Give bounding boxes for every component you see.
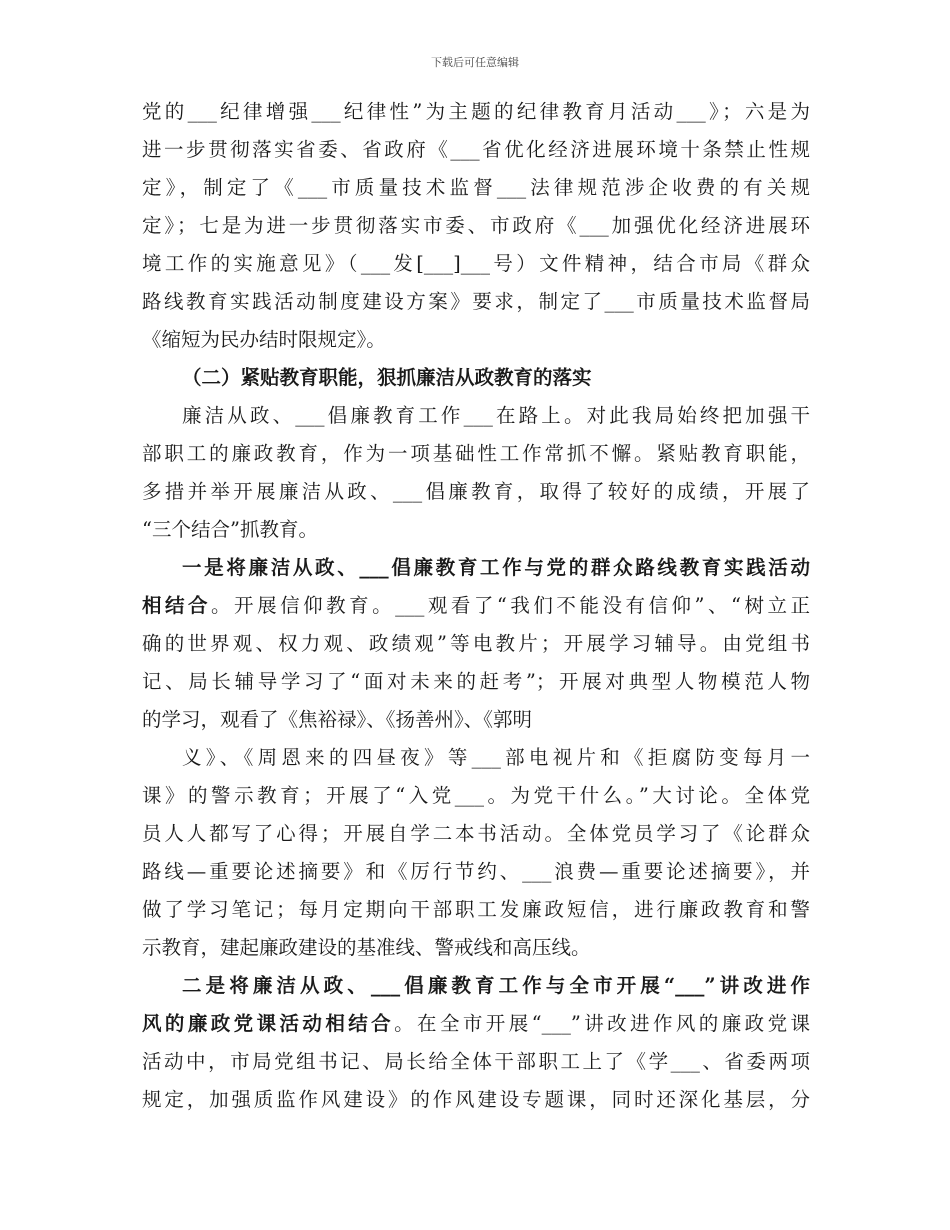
page-header-note: 下载后可任意编辑: [431, 56, 519, 69]
section-heading: （二）紧贴教育职能，狠抓廉洁从政教育的落实: [182, 366, 592, 389]
text-line: 多措并举开展廉洁从政、___倡廉教育，取得了较好的成绩，开展了: [142, 480, 810, 503]
text-line: 进一步贯彻落实省委、省政府《___省优化经济进展环境十条禁止性规: [142, 138, 810, 161]
text-line: 做了学习笔记；每月定期向干部职工发廉政短信，进行廉政教育和警: [142, 898, 810, 921]
subsection-lead: 一是将廉洁从政、___倡廉教育工作与党的群众路线教育实践活动: [182, 556, 810, 579]
text-line: 课》的警示教育；开展了“入党___。为党干什么。”大讨论。全体党: [142, 784, 810, 807]
text-line: 党的___纪律增强___纪律性”为主题的纪律教育月活动___》；六是为: [142, 100, 810, 123]
text-line: 定》；七是为进一步贯彻落实市委、市政府《___加强优化经济进展环: [142, 214, 810, 237]
text-line: 相结合。开展信仰教育。___观看了“我们不能没有信仰”、“树立正: [142, 594, 810, 617]
text-line: 路线教育实践活动制度建设方案》要求，制定了___市质量技术监督局: [142, 290, 810, 313]
text-line: 定》，制定了《___市质量技术监督___法律规范涉企收费的有关规: [142, 176, 810, 199]
text-line: 风的廉政党课活动相结合。在全市开展“___”讲改进作风的廉政党课: [142, 1012, 810, 1035]
bold-lead-text: 相结合: [142, 594, 212, 617]
text-line: 规定，加强质监作风建设》的作风建设专题课，同时还深化基层，分: [142, 1088, 810, 1111]
text-line: 境工作的实施意见》（___发[___]___号）文件精神，结合市局《群众: [142, 252, 810, 275]
text-line: 的学习，观看了《焦裕禄》、《扬善州》、《郭明: [142, 708, 533, 731]
text-line: “三个结合”抓教育。: [142, 518, 318, 541]
text-line: 确的世界观、权力观、政绩观”等电教片；开展学习辅导。由党组书: [142, 632, 810, 655]
text-line: 部职工的廉政教育，作为一项基础性工作常抓不懈。紧贴教育职能，: [142, 442, 810, 465]
subsection-lead: 二是将廉洁从政、___倡廉教育工作与全市开展“___”讲改进作: [182, 974, 810, 997]
text-line: 路线—重要论述摘要》和《厉行节约、___浪费—重要论述摘要》，并: [142, 860, 810, 883]
text-line: 记、局长辅导学习了“面对未来的赶考”；开展对典型人物模范人物: [142, 670, 810, 693]
text-line: 员人人都写了心得；开展自学二本书活动。全体党员学习了《论群众: [142, 822, 810, 845]
text-line: 示教育，建起廉政建设的基准线、警戒线和高压线。: [142, 936, 591, 959]
text-line: 活动中，市局党组书记、局长给全体干部职工上了《学___、省委两项: [142, 1050, 810, 1073]
bold-lead-text: 风的廉政党课活动相结合: [142, 1012, 395, 1035]
text-line: 廉洁从政、___倡廉教育工作___在路上。对此我局始终把加强干: [182, 404, 810, 427]
document-body: [142, 93, 810, 1119]
text-line: 义》、《周恩来的四昼夜》等___部电视片和《拒腐防变每月一: [182, 746, 810, 769]
text-line: 《缩短为民办结时限规定》。: [142, 328, 386, 351]
